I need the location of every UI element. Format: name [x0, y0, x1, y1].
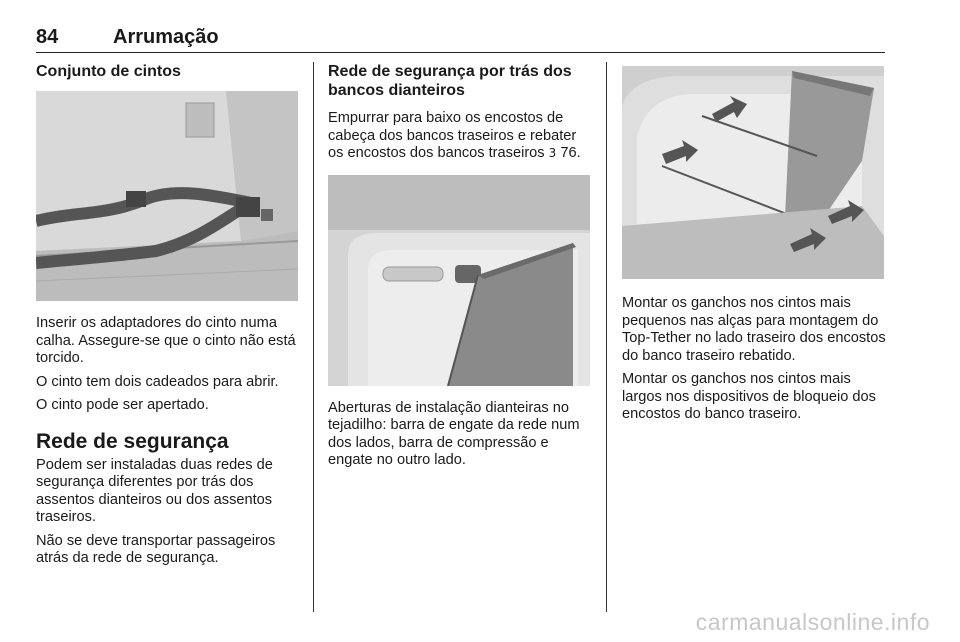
page-header — [36, 24, 885, 53]
net-hooks-illustration — [622, 66, 884, 279]
page-number: 84 — [36, 26, 59, 48]
paragraph-tighten: O cinto pode ser apertado. — [36, 397, 209, 413]
figure-net-hooks — [622, 66, 884, 279]
figure-belt-set — [36, 91, 298, 301]
paragraph-two-nets: Podem ser instaladas duas redes de segurança diferentes por trás dos assentos dianteiros ou dos assentos traseiros. — [36, 456, 273, 525]
heading-net-front-seats: Rede de segurança por trás dos bancos dianteiros — [328, 63, 572, 99]
column-divider-1 — [313, 62, 314, 612]
column-divider-2 — [606, 62, 607, 612]
paragraph-wide-belt-hooks: Montar os ganchos nos cintos mais largos nos dispositivos de bloqueio dos encostos do banco traseiro. — [622, 371, 876, 422]
heading-belt-set: Conjunto de cintos — [36, 63, 181, 80]
paragraph-two-buckles: O cinto tem dois cadeados para abrir. — [36, 373, 279, 390]
paragraph-push-headrests: Empurrar para baixo os encostos de cabeça dos bancos traseiros e rebater os encostos dos bancos traseiros 3 76. — [328, 110, 581, 161]
paragraph-small-belt-hooks: Montar os ganchos nos cintos mais pequenos nas alças para montagem do Top-Tether no lado traseiro dos encostos do banco traseiro rebatido. — [622, 295, 886, 364]
roof-openings-illustration — [328, 175, 590, 386]
column-2 — [328, 62, 592, 476]
paragraph-insert-adapters: Inserir os adaptadores do cinto numa calha. Assegure-se que o cinto não está torcido. — [36, 315, 296, 366]
paragraph-no-passengers: Não se deve transportar passageiros atrás da rede de segurança. — [36, 532, 276, 566]
column-3 — [622, 62, 886, 430]
heading-safety-net: Rede de segurança — [36, 429, 229, 453]
chapter-title: Arrumação — [113, 26, 219, 48]
figure-caption-roof-openings: Aberturas de instalação dianteiras no tejadilho: barra de engate da rede num dos lados, barra de compressão e engate no outro lado. — [328, 399, 580, 468]
belt-set-illustration — [36, 91, 298, 301]
figure-roof-openings — [328, 175, 590, 386]
page-ref-icon: 3 — [548, 146, 557, 160]
watermark: carmanualsonline.info — [695, 609, 930, 635]
page-ref-number: 76. — [560, 145, 581, 161]
column-1 — [36, 62, 298, 574]
